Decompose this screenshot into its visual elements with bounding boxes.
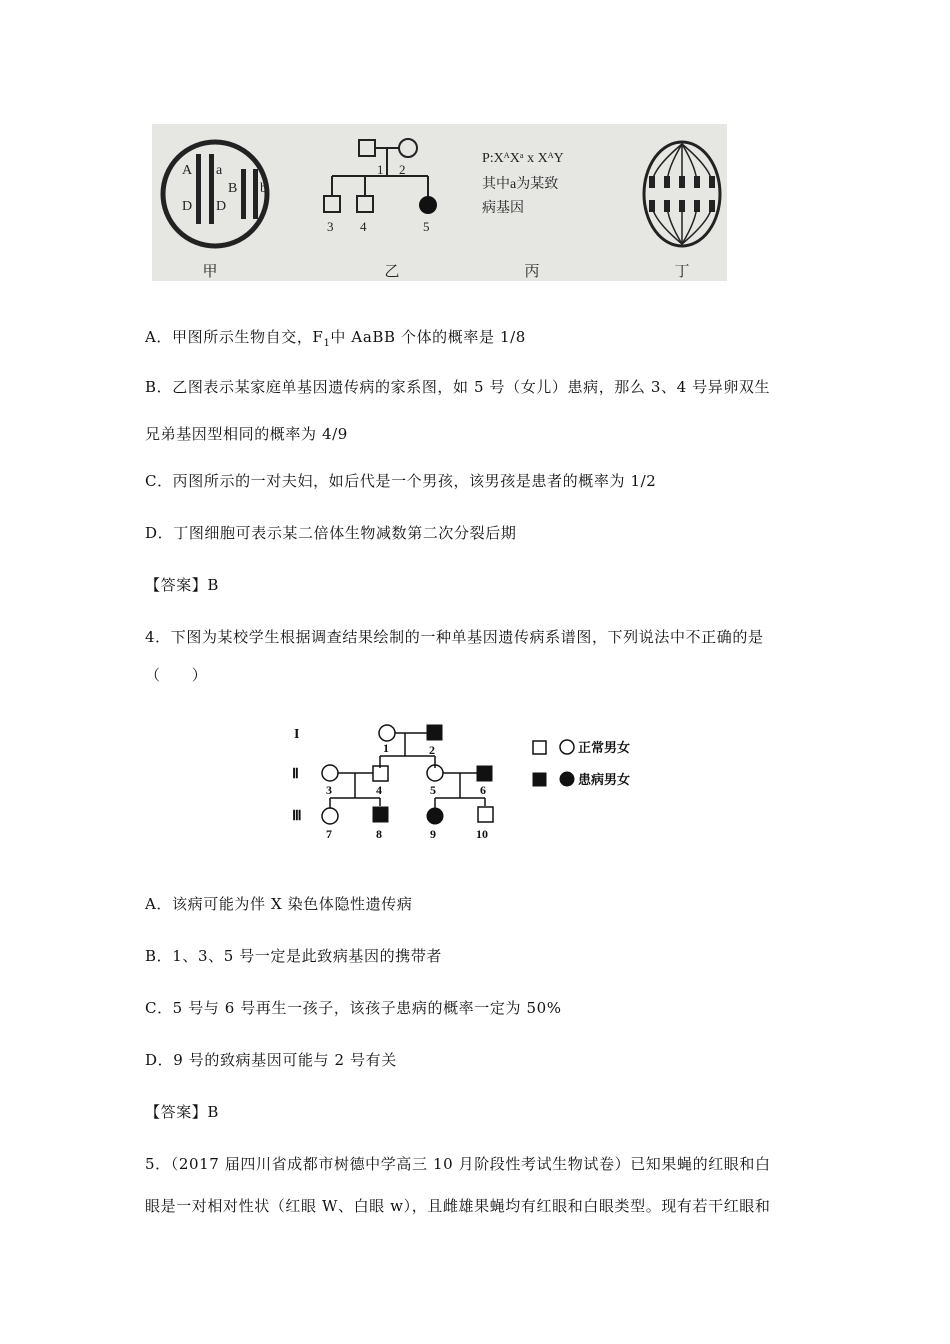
q3-option-b-cont: 兄弟基因型相同的概率为 4/9: [145, 425, 348, 443]
q4-stem-paren: （ ）: [145, 666, 208, 684]
member-number: 5: [430, 783, 436, 797]
q3-option-b: B．乙图表示某家庭单基因遗传病的家系图，如 5 号（女儿）患病，那么 3、4 号异卵双生: [145, 378, 771, 396]
legend-female-affected: [560, 772, 574, 786]
q3-option-a: A．甲图所示生物自交，$F_1$中 AaBB 个体的概率是 1/8: [145, 328, 526, 349]
member-number: 3: [327, 219, 334, 234]
chromosome: [253, 169, 258, 219]
member-number: 6: [480, 783, 486, 797]
member-6-male-affected: [477, 766, 492, 781]
pedigree-male-normal: [357, 196, 373, 212]
q4-option-a: A．该病可能为伴 X 染色体隐性遗传病: [145, 895, 413, 913]
cross-formula: P:XᴬXᵃ x XᴬY: [482, 151, 564, 166]
member-number: 5: [423, 219, 430, 234]
member-8-male-affected: [373, 807, 388, 822]
legend-affected-label: 患病男女: [578, 772, 631, 787]
q4-answer: 【答案】B: [145, 1103, 220, 1121]
generation-label: Ⅱ: [292, 767, 299, 782]
legend-normal-label: 正常男女: [578, 740, 631, 755]
generation-label: Ⅲ: [292, 809, 302, 824]
chromosome-groups: [649, 176, 715, 212]
q3-option-c: C．丙图所示的一对夫妇，如后代是一个男孩，该男孩是患者的概率为 1/2: [145, 472, 657, 490]
q4-option-b: B．1、3、5 号一定是此致病基因的携带者: [145, 947, 443, 965]
caption-ding: 丁: [674, 264, 690, 280]
pedigree-svg: [280, 716, 660, 851]
member-4-male-normal: [373, 766, 388, 781]
allele-label: b: [260, 181, 267, 196]
legend-male-affected: [533, 773, 546, 786]
member-2-male-affected: [427, 725, 442, 740]
q3-answer: 【答案】B: [145, 576, 220, 594]
pedigree-male-normal: [359, 140, 375, 156]
pedigree-chart: [280, 716, 660, 851]
caption-bing: 丙: [524, 264, 540, 280]
allele-label: A: [182, 163, 193, 178]
member-number: 10: [476, 827, 488, 841]
legend-female-normal: [560, 740, 574, 754]
figure-1-svg: [152, 124, 727, 281]
member-number: 8: [376, 827, 382, 841]
member-3-female-normal: [322, 765, 338, 781]
chromosome: [209, 154, 214, 224]
member-number: 4: [376, 783, 382, 797]
member-10-male-normal: [478, 807, 493, 822]
member-number: 3: [326, 783, 332, 797]
pedigree-female-normal: [399, 139, 417, 157]
cross-note: 其中a为某致: [482, 177, 559, 192]
cell-circle: [163, 142, 267, 246]
allele-label: D: [216, 199, 227, 214]
member-number: 2: [399, 162, 406, 177]
q4-stem: 4．下图为某校学生根据调查结果绘制的一种单基因遗传病系谱图，下列说法中不正确的是: [145, 628, 764, 646]
member-number: 2: [429, 743, 435, 757]
q3-option-d: D．丁图细胞可表示某二倍体生物减数第二次分裂后期: [145, 524, 517, 542]
cross-note: 病基因: [482, 201, 524, 216]
member-1-female-normal: [379, 725, 395, 741]
member-9-female-affected: [427, 808, 443, 824]
member-7-female-normal: [322, 808, 338, 824]
member-number: 7: [326, 827, 332, 841]
pedigree-female-affected: [419, 196, 437, 214]
generation-label: I: [294, 727, 300, 742]
member-number: 4: [360, 219, 367, 234]
chromosome: [241, 169, 246, 219]
allele-label: D: [182, 199, 193, 214]
q4-option-c: C．5 号与 6 号再生一孩子，该孩子患病的概率一定为 50%: [145, 999, 562, 1017]
member-number: 1: [377, 162, 384, 177]
caption-jia: 甲: [202, 264, 218, 280]
allele-label: a: [216, 163, 223, 178]
member-number: 9: [430, 827, 436, 841]
q4-option-d: D．9 号的致病基因可能与 2 号有关: [145, 1051, 397, 1069]
chromosome: [196, 154, 201, 224]
figure-jia-yi-bing-ding: [152, 124, 727, 281]
q5-stem: 5．（2017 届四川省成都市树德中学高三 10 月阶段性考试生物试卷）已知果蝇的红眼和白: [145, 1155, 771, 1173]
member-number: 1: [383, 741, 389, 755]
caption-yi: 乙: [384, 264, 400, 280]
q5-stem-cont: 眼是一对相对性状（红眼 W、白眼 w），且雌雄果蝇均有红眼和白眼类型。现有若干红眼和: [145, 1197, 771, 1215]
spindle-fibers: [652, 144, 712, 244]
allele-label: B: [228, 181, 238, 196]
legend-male-normal: [533, 741, 546, 754]
pedigree-male-normal: [324, 196, 340, 212]
